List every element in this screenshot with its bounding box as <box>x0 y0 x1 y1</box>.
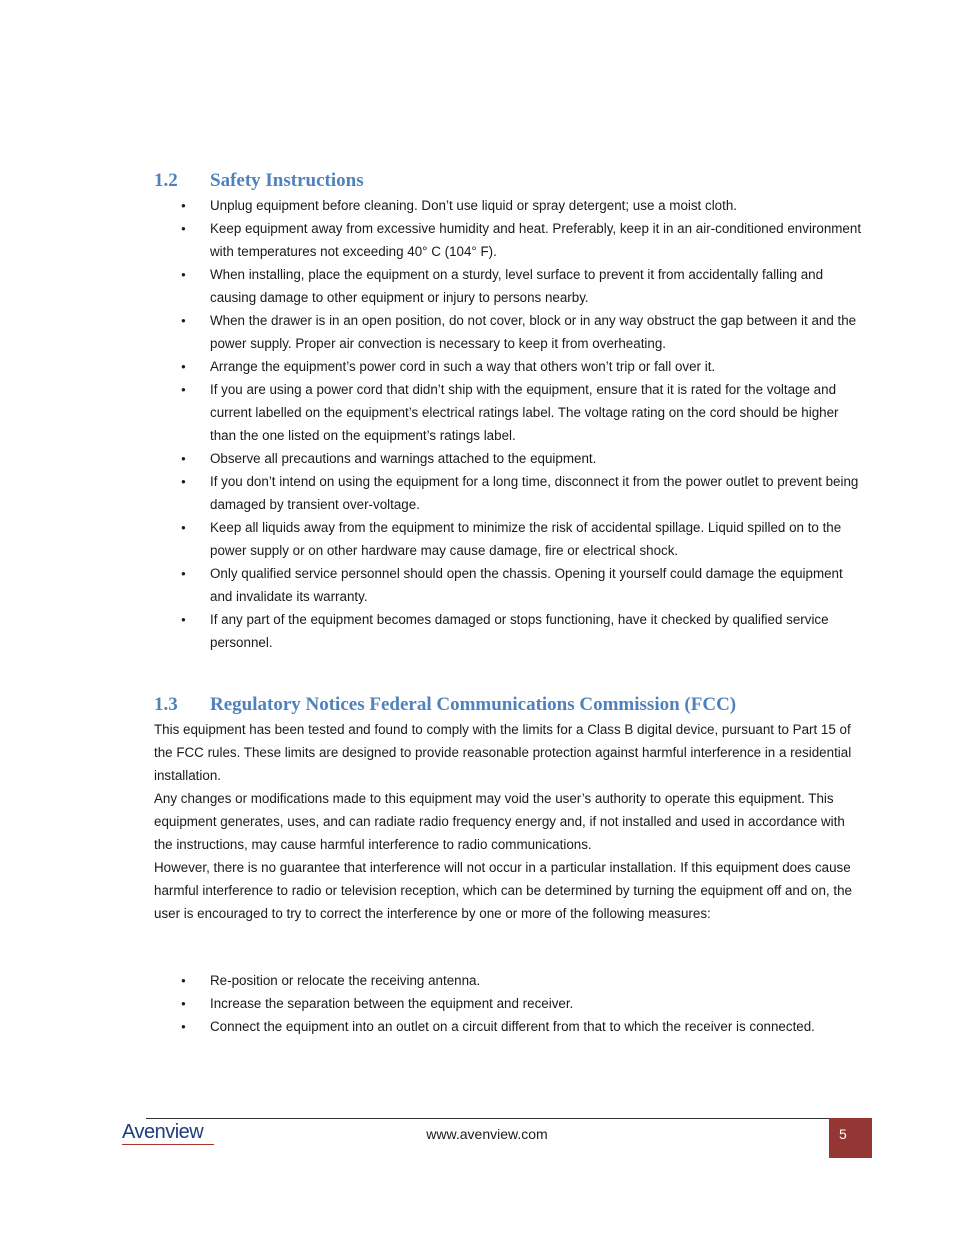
list-item: ● Increase the separation between the equipment and receiver. <box>154 992 864 1015</box>
section-title: Regulatory Notices Federal Communications Commission (FCC) <box>210 694 737 715</box>
fcc-measures <box>154 969 864 1038</box>
logo-underline <box>122 1144 214 1145</box>
list-item: ● If you don’t intend on using the equipment for a long time, disconnect it from the power outlet to prevent being damaged by transient over-voltage. <box>154 470 864 516</box>
section-fcc-notices <box>154 692 864 925</box>
measures-list <box>154 969 864 1038</box>
section-title: Safety Instructions <box>210 170 364 191</box>
list-item: ● Arrange the equipment’s power cord in such a way that others won’t trip or fall over it. <box>154 355 864 378</box>
section-number: 1.3 <box>154 694 178 715</box>
list-item: ● If any part of the equipment becomes damaged or stops functioning, have it checked by qualified service personnel. <box>154 608 864 654</box>
paragraph: However, there is no guarantee that interference will not occur in a particular installation. If this equipment does cause harmful interference to radio or television reception, which can be determined by turning the equipment off and on, the user is encouraged to try to correct the interference by one or more of the following measures: <box>154 860 852 921</box>
section-number: 1.2 <box>154 170 178 191</box>
safety-list <box>154 194 864 654</box>
paragraph: Any changes or modifications made to this equipment may void the user’s authority to operate this equipment. This equipment generates, uses, and can radiate radio frequency energy and, if not installed and used in accordance with the instructions, may cause harmful interference to radio communications. <box>154 791 845 852</box>
list-item: ● Unplug equipment before cleaning. Don’t use liquid or spray detergent; use a moist cloth. <box>154 194 864 217</box>
list-item: ● Observe all precautions and warnings attached to the equipment. <box>154 447 864 470</box>
list-item: ● Keep equipment away from excessive humidity and heat. Preferably, keep it in an air-conditioned environment with temperatures not exceeding 40° C (104° F). <box>154 217 864 263</box>
page-number: 5 <box>839 1126 847 1142</box>
section-heading <box>154 692 864 718</box>
list-item: ● Re-position or relocate the receiving antenna. <box>154 969 864 992</box>
avenview-logo: Avenview <box>122 1121 204 1143</box>
paragraph: This equipment has been tested and found to comply with the limits for a Class B digital device, pursuant to Part 15 of the FCC rules. These limits are designed to provide reasonable protection against harmful interference in a residential installation. <box>154 722 852 783</box>
footer-divider <box>146 1118 829 1119</box>
list-item: ● Keep all liquids away from the equipment to minimize the risk of accidental spillage. Liquid spilled on to the power supply or on other hardware may cause damage, fire or electrical shock. <box>154 516 864 562</box>
list-item: ● Connect the equipment into an outlet on a circuit different from that to which the receiver is connected. <box>154 1015 864 1038</box>
section-safety-instructions <box>154 168 864 654</box>
list-item: ● Only qualified service personnel should open the chassis. Opening it yourself could damage the equipment and invalidate its warranty. <box>154 562 864 608</box>
page-number-box <box>829 1118 872 1158</box>
list-item: ● If you are using a power cord that didn’t ship with the equipment, ensure that it is rated for the voltage and current labelled on the equipment’s electrical ratings label. The voltage rating on the cord should be higher than the one listed on the equipment’s ratings label. <box>154 378 864 447</box>
list-item: ● When the drawer is in an open position, do not cover, block or in any way obstruct the gap between it and the power supply. Proper air convection is necessary to keep it from overheating. <box>154 309 864 355</box>
section-heading <box>154 168 864 194</box>
footer-url: www.avenview.com <box>426 1126 548 1142</box>
list-item: ● When installing, place the equipment on a sturdy, level surface to prevent it from accidentally falling and causing damage to other equipment or injury to persons nearby. <box>154 263 864 309</box>
